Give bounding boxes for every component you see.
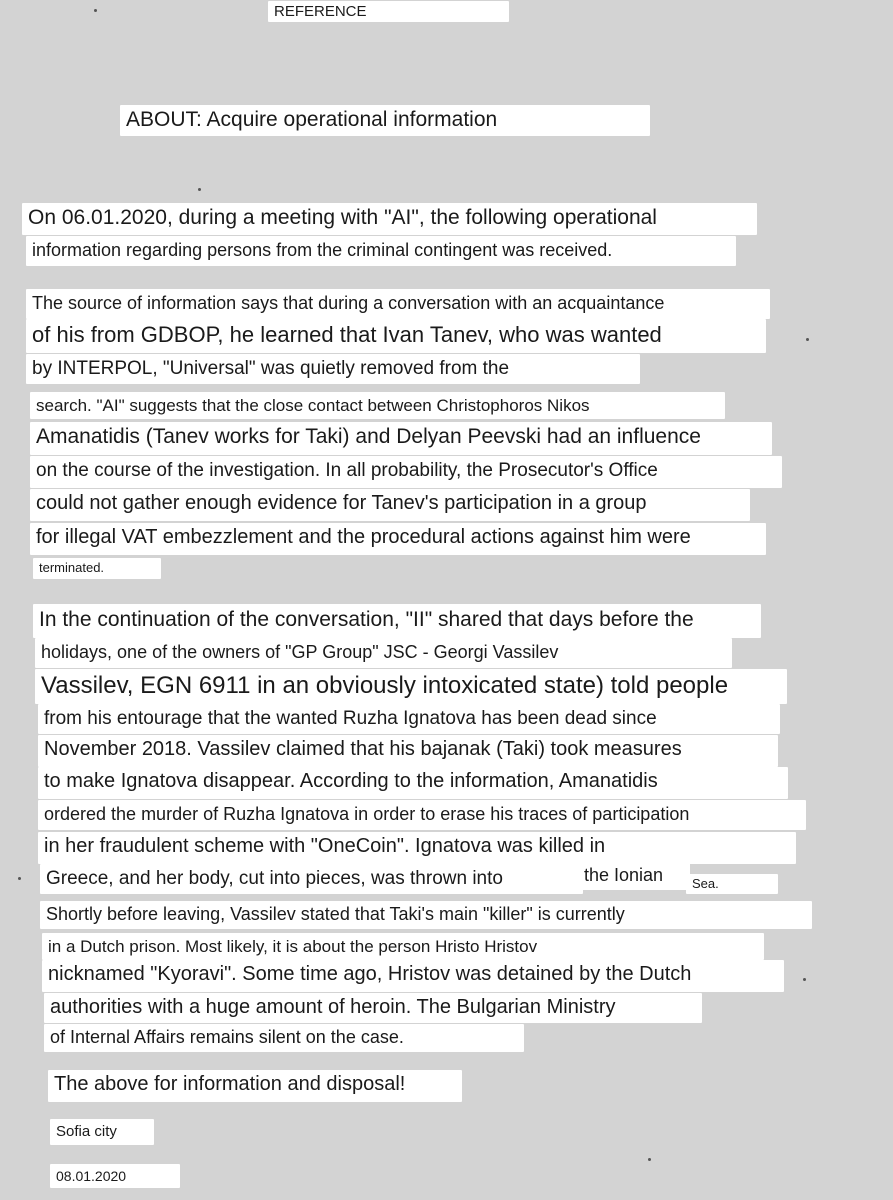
p2-line-9: terminated. — [33, 558, 161, 579]
p3-line-11: Sea. — [686, 874, 778, 894]
p2-line-4: search. "AI" suggests that the close contact between Christophoros Nikos — [30, 392, 725, 419]
p2-line-6: on the course of the investigation. In all probability, the Prosecutor's Office — [30, 456, 782, 488]
p2-line-3: by INTERPOL, "Universal" was quietly removed from the — [26, 354, 640, 384]
p3-line-10: the Ionian — [578, 862, 690, 890]
closing-line: The above for information and disposal! — [48, 1070, 462, 1102]
place-line: Sofia city — [50, 1119, 154, 1145]
p3-line-13: in a Dutch prison. Most likely, it is about the person Hristo Hristov — [42, 933, 764, 960]
p1-line-1: On 06.01.2020, during a meeting with "AI", the following operational — [22, 203, 757, 235]
p3-line-5: November 2018. Vassilev claimed that his bajanak (Taki) took measures — [38, 735, 778, 767]
p3-line-12: Shortly before leaving, Vassilev stated that Taki's main "killer" is currently — [40, 901, 812, 929]
p2-line-2: of his from GDBOP, he learned that Ivan Tanev, who was wanted — [26, 319, 766, 353]
p3-line-9: Greece, and her body, cut into pieces, was thrown into — [40, 864, 583, 894]
reference-label: REFERENCE — [268, 1, 509, 22]
p3-line-15: authorities with a huge amount of heroin. The Bulgarian Ministry — [44, 993, 702, 1023]
date-line: 08.01.2020 — [50, 1164, 180, 1188]
scan-speck — [94, 9, 97, 12]
p3-line-6: to make Ignatova disappear. According to the information, Amanatidis — [38, 767, 788, 799]
scan-speck — [198, 188, 201, 191]
p3-line-8: in her fraudulent scheme with "OneCoin". Ignatova was killed in — [38, 832, 796, 864]
p3-line-7: ordered the murder of Ruzha Ignatova in order to erase his traces of participation — [38, 800, 806, 830]
scan-speck — [803, 978, 806, 981]
p3-line-14: nicknamed "Kyoravi". Some time ago, Hristov was detained by the Dutch — [42, 960, 784, 992]
scan-speck — [806, 338, 809, 341]
p3-line-3: Vassilev, EGN 6911 in an obviously intoxicated state) told people — [35, 669, 787, 704]
subject-line: ABOUT: Acquire operational information — [120, 105, 650, 136]
p2-line-7: could not gather enough evidence for Tanev's participation in a group — [30, 489, 750, 521]
scan-speck — [18, 877, 21, 880]
p2-line-5: Amanatidis (Tanev works for Taki) and Delyan Peevski had an influence — [30, 422, 772, 455]
scan-speck — [648, 1158, 651, 1161]
p1-line-2: information regarding persons from the criminal contingent was received. — [26, 236, 736, 266]
p3-line-1: In the continuation of the conversation, "II" shared that days before the — [33, 604, 761, 638]
p2-line-8: for illegal VAT embezzlement and the procedural actions against him were — [30, 523, 766, 555]
p3-line-4: from his entourage that the wanted Ruzha Ignatova has been dead since — [38, 704, 780, 734]
p3-line-2: holidays, one of the owners of "GP Group" JSC - Georgi Vassilev — [35, 638, 732, 668]
p2-line-1: The source of information says that during a conversation with an acquaintance — [26, 289, 770, 319]
p3-line-16: of Internal Affairs remains silent on the case. — [44, 1024, 524, 1052]
